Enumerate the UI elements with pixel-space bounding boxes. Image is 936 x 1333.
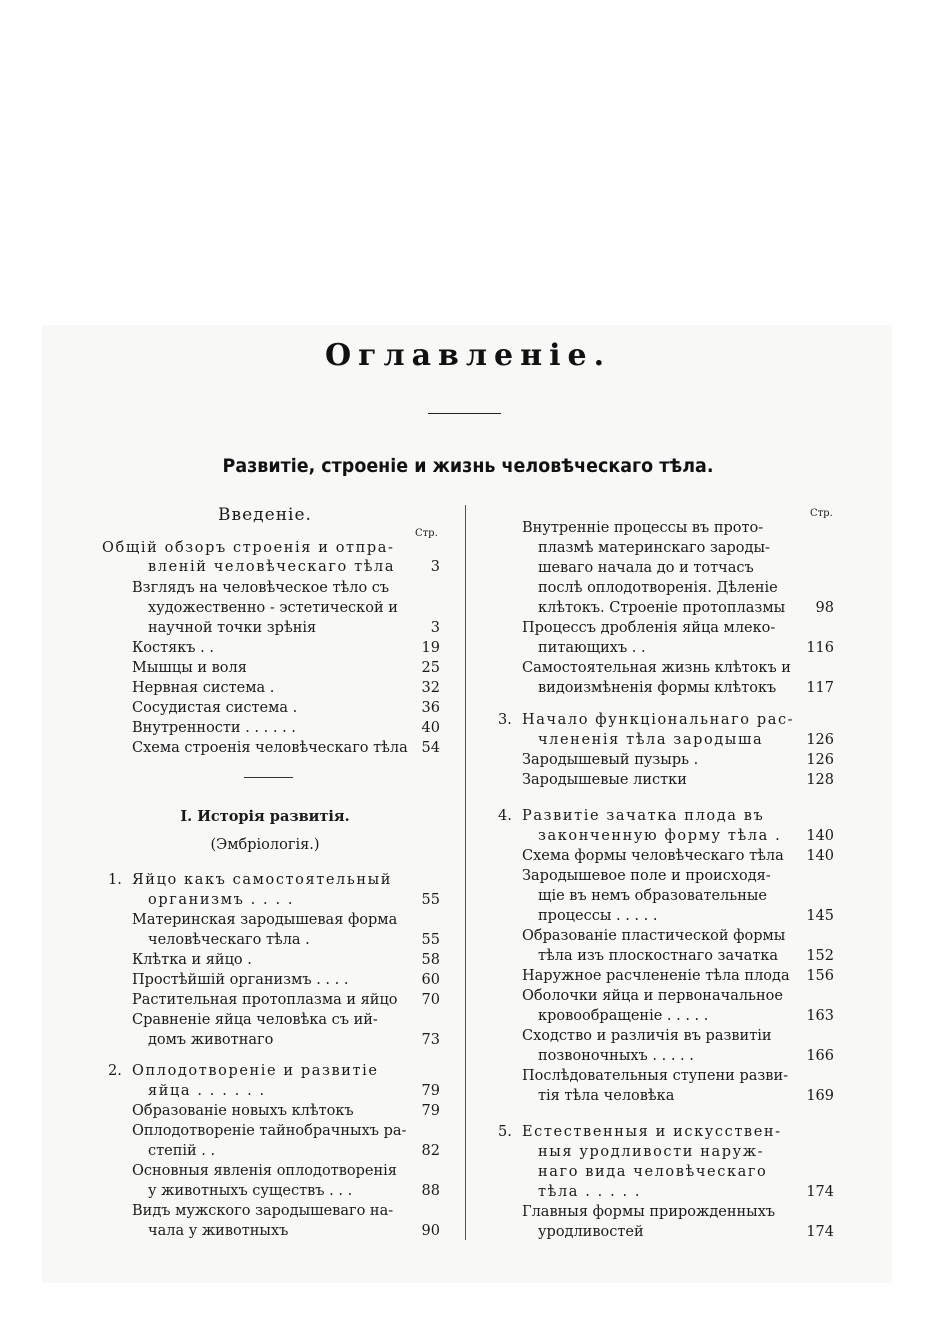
toc-line: Яйцо какъ самостоятельный — [132, 872, 393, 888]
toc-line: Внутренніе процессы въ прото- — [522, 520, 764, 536]
book-subtitle: Развитіе, строеніе и жизнь человѣческаго тѣла. — [222, 455, 714, 477]
toc-line: щіе въ немъ образовательные — [538, 888, 767, 904]
section-number: 2. — [108, 1063, 122, 1079]
toc-line: Начало функціональнаго рас- — [522, 712, 795, 728]
part-heading: I. Исторія развитія. — [180, 808, 350, 825]
page-number: 163 — [806, 1008, 834, 1024]
toc-line: уродливостей — [538, 1224, 644, 1240]
page-number: 58 — [421, 952, 440, 968]
page-number: 117 — [806, 680, 834, 696]
page-label-right: Стр. — [810, 508, 833, 519]
page-number: 140 — [806, 848, 834, 864]
toc-line: Наружное расчлененіе тѣла плода — [522, 968, 790, 984]
toc-line: Процессъ дробленія яйца млеко- — [522, 620, 776, 636]
toc-line: Видъ мужского зародышеваго на- — [132, 1203, 394, 1219]
page-number: 116 — [806, 640, 834, 656]
toc-line: научной точки зрѣнія — [148, 620, 317, 636]
page-number: 152 — [806, 948, 834, 964]
toc-line: Послѣдовательныя ступени разви- — [522, 1068, 789, 1084]
toc-line: Взглядъ на человѣческое тѣло съ — [132, 580, 390, 596]
toc-line: Общій обзоръ строенія и отпра- — [102, 540, 395, 556]
page-number: 90 — [421, 1223, 440, 1239]
toc-line: ныя уродливости наруж- — [538, 1144, 765, 1160]
toc-line: Сходство и различія въ развитіи — [522, 1028, 772, 1044]
toc-line: художественно - эстетической и — [148, 600, 398, 616]
toc-line: послѣ оплодотворенія. Дѣленіе — [538, 580, 778, 596]
page-number: 126 — [806, 752, 834, 768]
toc-line: позвоночныхъ . . . . . — [538, 1048, 694, 1064]
toc-line: Мышцы и воля — [132, 660, 247, 676]
page-number: 126 — [806, 732, 834, 748]
toc-line: тѣла изъ плоскостнаго зачатка — [538, 948, 779, 964]
page-number: 82 — [421, 1143, 440, 1159]
toc-line: Оболочки яйца и первоначальное — [522, 988, 783, 1004]
page-number: 55 — [421, 932, 440, 948]
toc-line: домъ животнаго — [148, 1032, 274, 1048]
toc-line: тѣла . . . . . — [538, 1184, 642, 1200]
toc-line: Основныя явленія оплодотворенія — [132, 1163, 397, 1179]
toc-line: Самостоятельная жизнь клѣтокъ и — [522, 660, 791, 676]
page-number: 70 — [421, 992, 440, 1008]
section-number: 3. — [498, 712, 512, 728]
toc-line: питающихъ . . — [538, 640, 646, 656]
page-number: 3 — [430, 620, 440, 636]
toc-line: вленій человѣческаго тѣла — [148, 559, 396, 575]
toc-line: Естественныя и искусствен- — [522, 1124, 782, 1140]
page-number: 19 — [421, 640, 440, 656]
toc-line: Зародышевый пузырь . — [522, 752, 699, 768]
page-number: 54 — [421, 740, 440, 756]
column-divider — [465, 505, 466, 1240]
page-number: 88 — [421, 1183, 440, 1199]
part-subheading: (Эмбріологія.) — [210, 837, 320, 853]
toc-line: законченную форму тѣла . — [538, 828, 782, 844]
section-number: 1. — [108, 872, 122, 888]
page-number: 174 — [806, 1184, 834, 1200]
page-number: 166 — [806, 1048, 834, 1064]
toc-line: Зародышевые листки — [522, 772, 687, 788]
toc-line: организмъ . . . . — [148, 892, 295, 908]
toc-line: Костякъ . . — [132, 640, 214, 656]
page-number: 55 — [421, 892, 440, 908]
toc-line: Клѣтка и яйцо . — [132, 952, 252, 968]
toc-line: тія тѣла человѣка — [538, 1088, 675, 1104]
page-number: 36 — [421, 700, 440, 716]
toc-line: плазмѣ материнскаго зароды- — [538, 540, 770, 556]
toc-line: видоизмѣненія формы клѣтокъ — [538, 680, 777, 696]
page-number: 3 — [430, 559, 440, 575]
toc-line: Зародышевое поле и происходя- — [522, 868, 771, 884]
page-number: 79 — [421, 1103, 440, 1119]
toc-line: человѣческаго тѣла . — [148, 932, 310, 948]
toc-line: Развитіе зачатка плода въ — [522, 808, 765, 824]
page-number: 73 — [421, 1032, 440, 1048]
page-number: 60 — [421, 972, 440, 988]
toc-line: Оплодотвореніе и развитіе — [132, 1063, 379, 1079]
toc-line: Образованіе новыхъ клѣтокъ — [132, 1103, 354, 1119]
page-number: 128 — [806, 772, 834, 788]
page-number: 169 — [806, 1088, 834, 1104]
toc-line: яйца . . . . . . — [148, 1083, 266, 1099]
toc-line: Растительная протоплазма и яйцо — [132, 992, 398, 1008]
intro-heading: Введеніе. — [218, 505, 312, 525]
page-number: 25 — [421, 660, 440, 676]
toc-line: шеваго начала до и тотчасъ — [538, 560, 754, 576]
toc-line: процессы . . . . . — [538, 908, 658, 924]
section-number: 4. — [498, 808, 512, 824]
title-rule — [428, 413, 501, 414]
toc-line: Сосудистая система . — [132, 700, 298, 716]
toc-line: Образованіе пластической формы — [522, 928, 786, 944]
section-number: 5. — [498, 1124, 512, 1140]
page-title: Оглавленіе. — [324, 338, 612, 373]
toc-line: Сравненіе яйца человѣка съ ий- — [132, 1012, 378, 1028]
page-number: 174 — [806, 1224, 834, 1240]
toc-line: Схема строенія человѣческаго тѣла — [132, 740, 408, 756]
page-label-left: Стр. — [415, 528, 438, 539]
toc-line: клѣтокъ. Строеніе протоплазмы — [538, 600, 786, 616]
toc-line: Материнская зародышевая форма — [132, 912, 398, 928]
page-number: 32 — [421, 680, 440, 696]
page-number: 145 — [806, 908, 834, 924]
page-number: 156 — [806, 968, 834, 984]
toc-line: Оплодотвореніе тайнобрачныхъ ра- — [132, 1123, 407, 1139]
toc-line: Схема формы человѣческаго тѣла — [522, 848, 784, 864]
page-number: 98 — [815, 600, 834, 616]
toc-line: Внутренности . . . . . . — [132, 720, 296, 736]
section-rule — [244, 777, 293, 778]
toc-line: Главныя формы прирожденныхъ — [522, 1204, 776, 1220]
toc-line: члененія тѣла зародыша — [538, 732, 764, 748]
toc-line: чала у животныхъ — [148, 1223, 289, 1239]
page-number: 140 — [806, 828, 834, 844]
toc-line: у животныхъ существъ . . . — [148, 1183, 353, 1199]
page-number: 79 — [421, 1083, 440, 1099]
toc-line: Нервная система . — [132, 680, 275, 696]
page-number: 40 — [421, 720, 440, 736]
toc-line: степій . . — [148, 1143, 216, 1159]
toc-line: наго вида человѣческаго — [538, 1164, 768, 1180]
toc-line: кровообращеніе . . . . . — [538, 1008, 709, 1024]
toc-line: Простѣйшій организмъ . . . . — [132, 972, 349, 988]
